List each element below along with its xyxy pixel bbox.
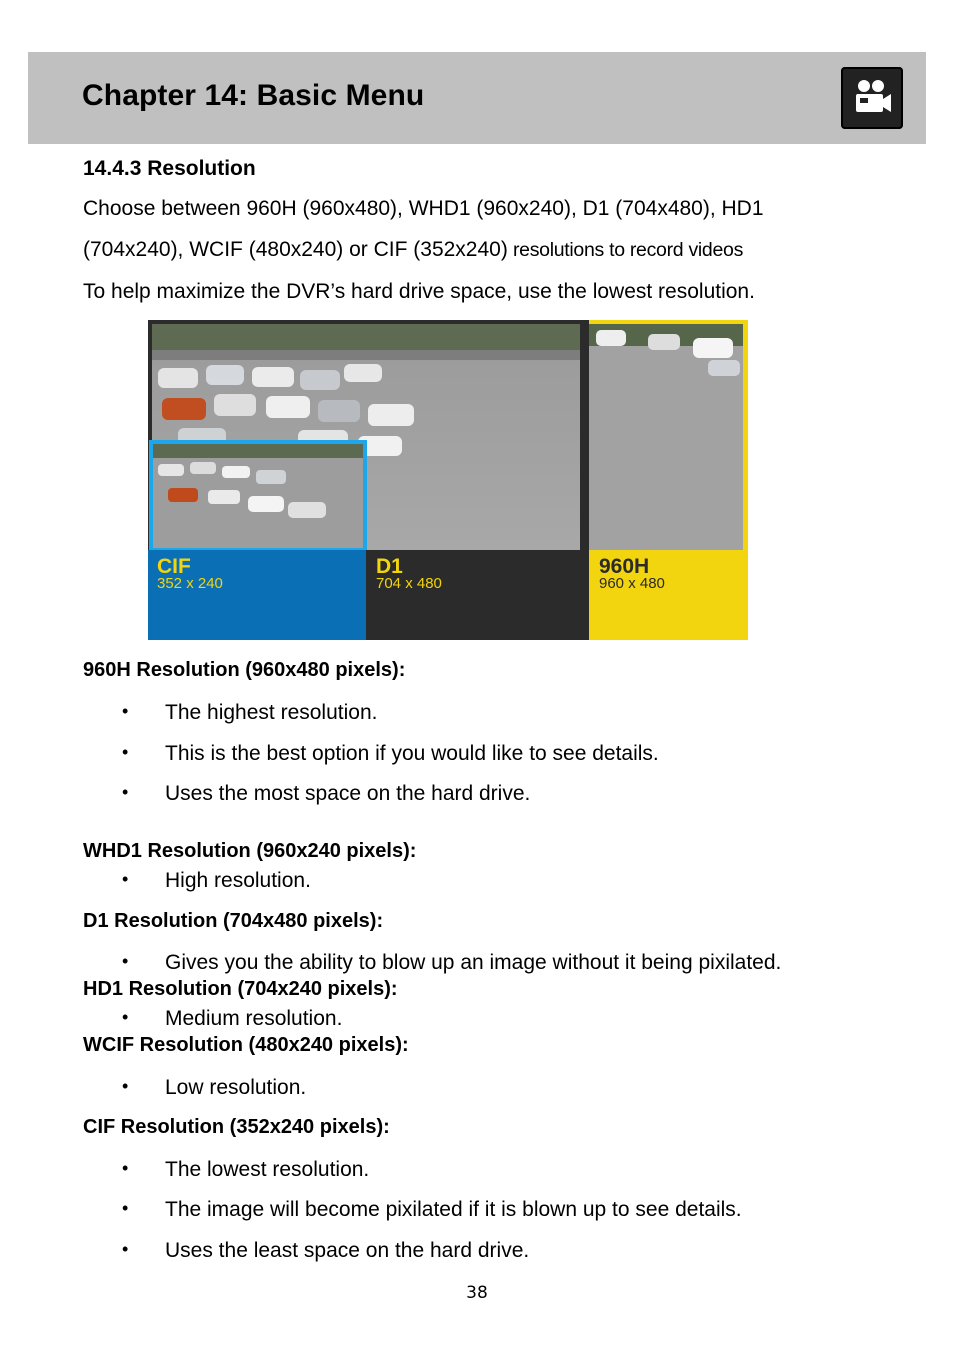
res-heading-whd1: WHD1 Resolution (960x240 pixels): [83,840,417,862]
chapter-header [28,52,926,144]
intro-line-3: To help maximize the DVR’s hard drive space, use the lowest resolution. [83,280,755,303]
bullet-icon: • [122,1158,129,1178]
res-heading-d1: D1 Resolution (704x480 pixels): [83,910,384,932]
bullet-icon: • [122,1076,129,1096]
d1-size-label: 704 x 480 [376,575,442,592]
intro-line-1: Choose between 960H (960x480), WHD1 (960x240), D1 (704x480), HD1 [83,197,764,220]
section-heading: 14.4.3 Resolution [83,157,256,180]
intro-line-2 [83,238,743,262]
bullet-icon: • [122,701,129,721]
cif-label: CIF [157,555,191,578]
bullet-icon: • [122,742,129,762]
bullet-icon: • [122,782,129,802]
bullet-icon: • [122,951,129,971]
res-heading-cif: CIF Resolution (352x240 pixels): [83,1116,390,1138]
page-number: 38 [466,1283,488,1303]
bullet-icon: • [122,1198,129,1218]
resolution-comparison-image [148,320,748,640]
bullet-icon: • [122,1007,129,1027]
video-camera-icon [841,67,903,129]
res-heading-960h: 960H Resolution (960x480 pixels): [83,659,406,681]
intro-line-2-part-a: (704x240), WCIF (480x240) or CIF (352x240) [83,238,508,261]
bullet-icon: • [122,869,129,889]
960h-label: 960H [599,555,650,578]
res-heading-wcif: WCIF Resolution (480x240 pixels): [83,1034,409,1056]
res-heading-hd1: HD1 Resolution (704x240 pixels): [83,978,398,1000]
d1-label: D1 [376,555,403,578]
960h-size-label: 960 x 480 [599,575,665,592]
bullet-icon: • [122,1239,129,1259]
intro-line-2-part-b: resolutions to record videos [507,239,744,261]
cif-size-label: 352 x 240 [157,575,223,592]
chapter-title: Chapter 14: Basic Menu [82,79,425,112]
